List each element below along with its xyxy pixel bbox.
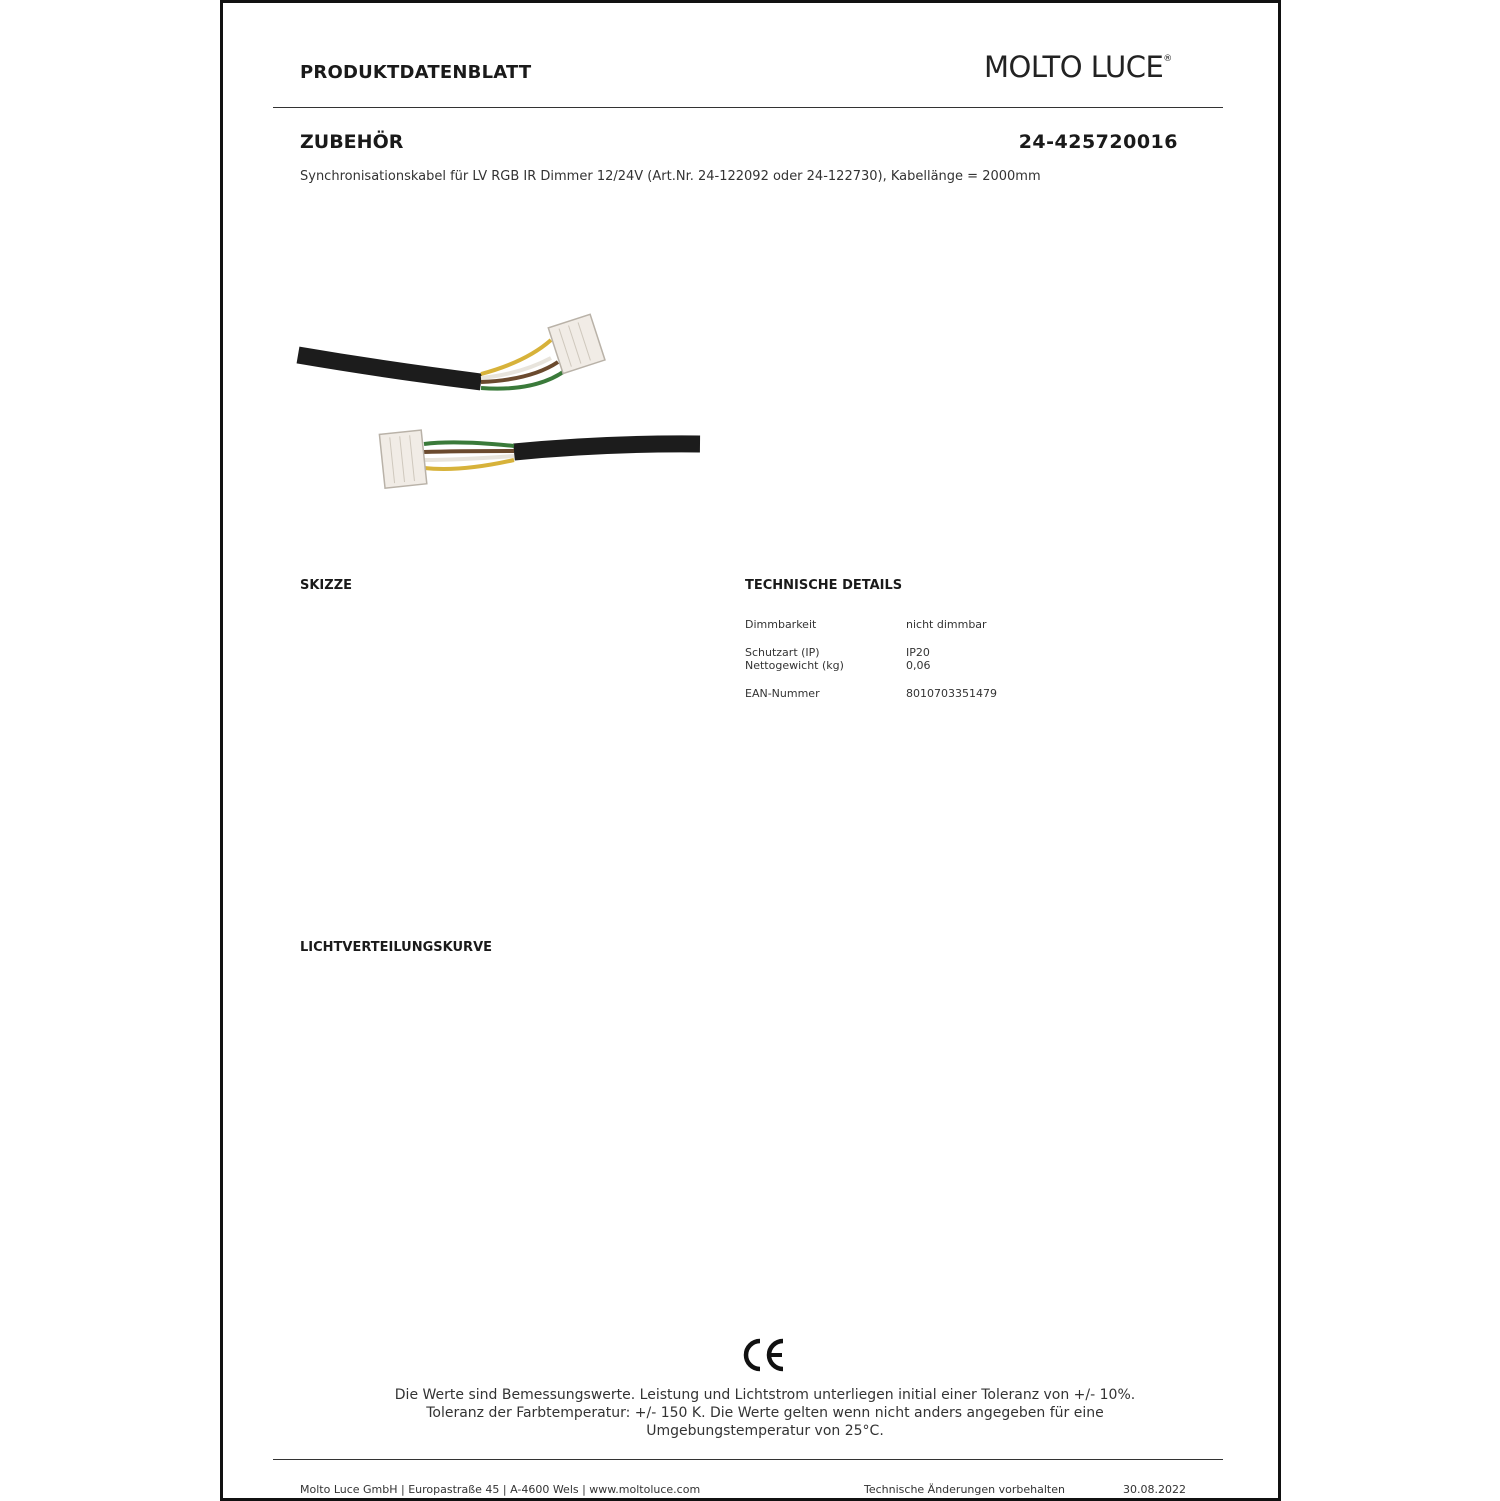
lower-connector: [379, 430, 426, 488]
article-number: 24-425720016: [1018, 131, 1178, 153]
footer-divider: [273, 1459, 1223, 1460]
lower-cable-jacket: [514, 444, 700, 452]
lower-wire-white: [424, 456, 514, 460]
disclaimer-text: [300, 1386, 1230, 1440]
footer-date: 30.08.2022: [1123, 1483, 1186, 1496]
tech-label-ean: EAN-Nummer: [745, 687, 820, 700]
tech-label-nettogewicht: Nettogewicht (kg): [745, 659, 844, 672]
tech-value-ean: 8010703351479: [906, 687, 997, 700]
tech-value-dimmbarkeit: nicht dimmbar: [906, 618, 987, 631]
molto-luce-logo: [984, 50, 1184, 90]
logo-registered-mark: ®: [1163, 54, 1173, 64]
header-divider: [273, 107, 1223, 108]
tech-label-dimmbarkeit: Dimmbarkeit: [745, 618, 817, 631]
section-sketch-heading: SKIZZE: [300, 578, 353, 593]
lower-wire-green: [424, 442, 514, 446]
footer-notice: Technische Änderungen vorbehalten: [864, 1483, 1065, 1496]
product-description: Synchronisationskabel für LV RGB IR Dimmer 12/24V (Art.Nr. 24-122092 oder 24-122730), Kabellänge = 2000mm: [300, 169, 1041, 184]
logo-text: MOLTO LUCE: [984, 50, 1164, 84]
upper-wire-yellow: [481, 340, 551, 374]
lower-wire-brown: [424, 451, 514, 452]
disclaimer-line: Toleranz der Farbtemperatur: +/- 150 K. Die Werte gelten wenn nicht anders angegeben für eine: [426, 1405, 1104, 1421]
product-photo-cable: [296, 300, 706, 500]
datasheet-page: [220, 0, 1281, 1501]
ce-mark-icon: [743, 1337, 787, 1373]
product-category: ZUBEHÖR: [300, 131, 404, 153]
tech-value-schutzart: IP20: [906, 646, 930, 659]
disclaimer-line: Die Werte sind Bemessungswerte. Leistung und Lichtstrom unterliegen initial einer Toleranz von +/- 10%.: [394, 1387, 1136, 1403]
footer-company: Molto Luce GmbH | Europastraße 45 | A-4600 Wels | www.moltoluce.com: [300, 1483, 701, 1496]
upper-cable-jacket: [298, 355, 481, 382]
section-tech-details-heading: TECHNISCHE DETAILS: [745, 578, 903, 593]
disclaimer-line: Umgebungstemperatur von 25°C.: [646, 1423, 884, 1439]
tech-value-nettogewicht: 0,06: [906, 659, 931, 672]
section-light-curve-heading: LICHTVERTEILUNGSKURVE: [300, 940, 493, 955]
tech-label-schutzart: Schutzart (IP): [745, 646, 820, 659]
document-title: PRODUKTDATENBLATT: [300, 62, 532, 83]
